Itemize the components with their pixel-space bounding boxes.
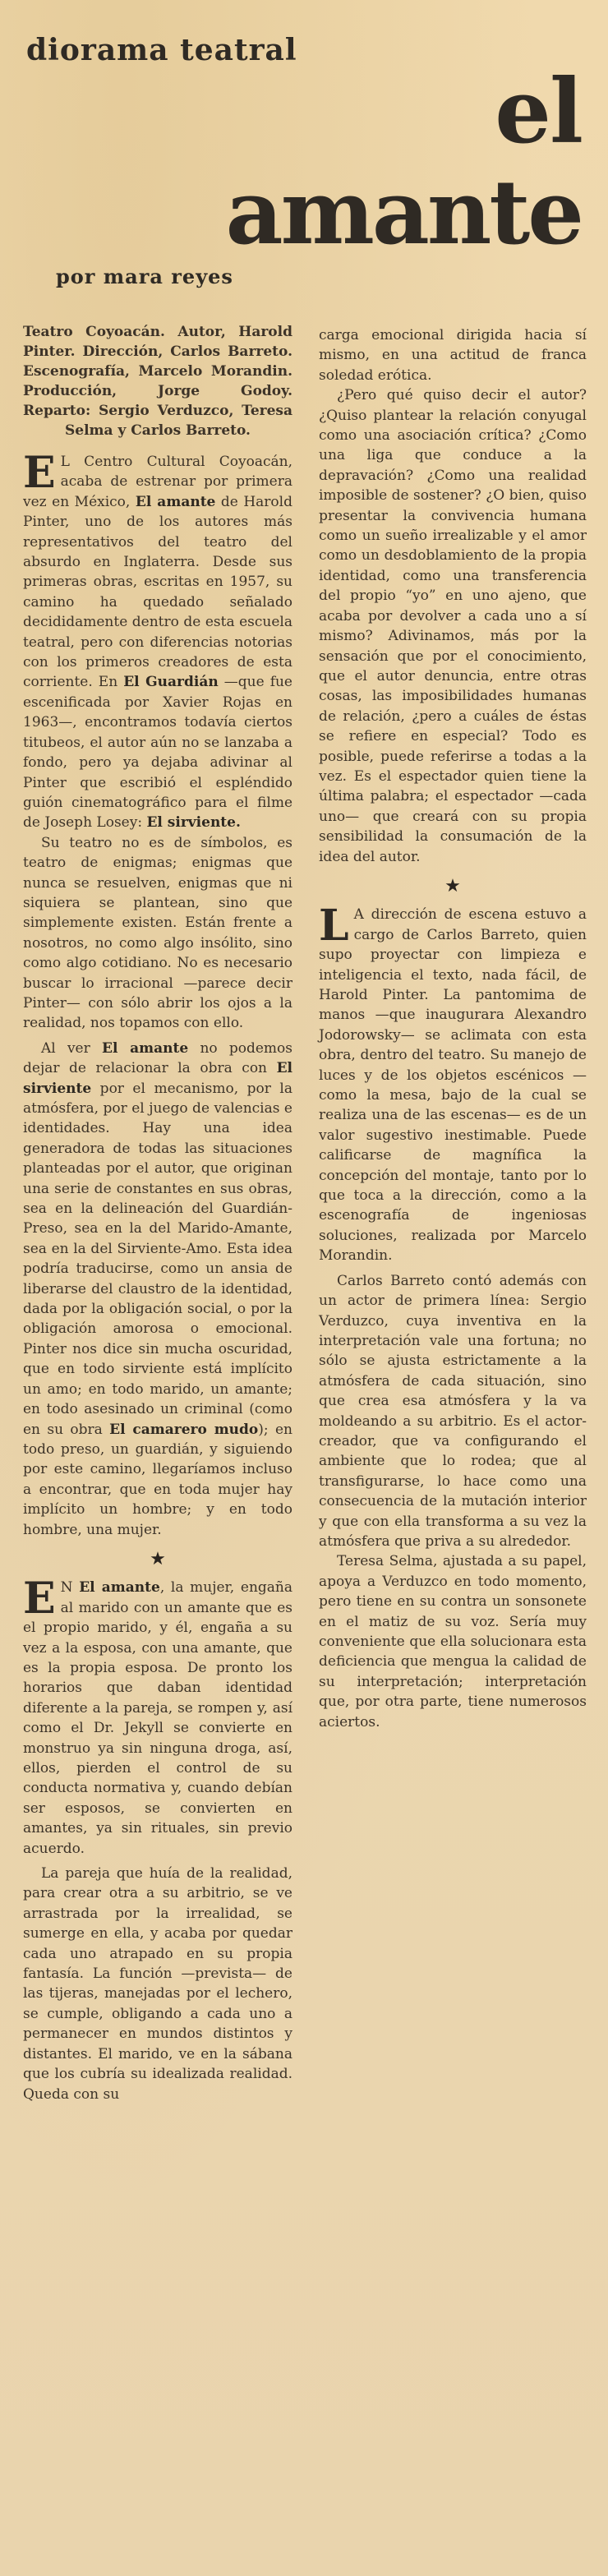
paragraph-plot [23, 1574, 292, 1859]
section-kicker: diorama teatral [26, 33, 297, 67]
play-title: El amante [135, 493, 216, 510]
paragraph-couple: La pareja que huía de la realidad, para crear otra a su arbitrio, se ve arrastrada por la irrealidad, se sumerge en ella, y acaba por quedar cada uno atrapado en su propia fantasía. La función —prevista— de las tijeras, manejadas por el lechero, se cumple, obligando a cada uno a permanecer en mundos distintos y distantes. El marido, ve en la sábana que los cubría su idealizada realidad. Queda con su [23, 1865, 292, 2103]
paragraph-relation [23, 1039, 292, 1540]
play-title: El camarero mudo [109, 1421, 259, 1438]
drop-cap: E [23, 448, 56, 498]
star-separator-icon: ★ [150, 1548, 166, 1569]
paragraph-text: L Centro Cultural Coyoacán, acaba de estrenar por primera vez en México, [23, 454, 292, 510]
play-title: El amante [101, 1039, 189, 1057]
paragraph-direction [319, 901, 587, 1265]
production-credits: Teatro Coyoacán. Autor, Harold Pinter. Dirección, Carlos Barreto. Escenografía, Marcelo Morandin. Producción, Jorge Godoy. Reparto: Sergio Verduzco, Teresa Selma y Carlos Barreto. [23, 324, 292, 439]
paragraph-text: , la mujer, engaña al marido con un amante que es el propio marido, y él, engaña a su vez a la esposa, con una amante, que es la propia esposa. De pronto los horarios que daban identidad diferente a la pareja, se rompen y, así como el Dr. Jekyll se convierte en monstruo ya sin ninguna droga, así, ellos, pierden el control de su conducta normativa y, cuando debían ser esposos, se convierten en amantes, ya sin rituales, sin previo acuerdo. [23, 1579, 292, 1857]
paragraph-text: no podemos dejar de relacionar la obra con [23, 1039, 292, 1077]
paragraph-text: Al ver [41, 1039, 102, 1057]
paragraph-intro [23, 448, 292, 833]
paragraph-selma: Teresa Selma, ajustada a su papel, apoya a Verduzco en todo momento, pero tiene en su contra un sonsonete en el matiz de su voz. Sería muy conveniente que ella solucionara esta deficiencia que mengua la calidad de su interpretación; interpretación que, por otra parte, tiene numerosos aciertos. [319, 1553, 587, 1730]
byline: por mara reyes [56, 265, 233, 288]
paragraph-continuation: carga emocional dirigida hacia sí mismo, en una actitud de franca soledad erótica. [319, 327, 587, 384]
drop-cap: E [23, 1574, 56, 1624]
paragraph-verduzco: Carlos Barreto contó además con un actor de primera línea: Sergio Verduzco, cuya inventiva en la interpretación vale una fortuna; no sólo se ajusta estrictamente a la atmósfera de cada situación, sino que crea esa atmósfera y la va moldeando a su arbitrio. Es el actor-creador, que va configurando el ambiente que lo rodea; que al transfigurarse, lo hace como una consecuencia de la mutación interior y que con ella transforma a su vez la atmósfera que priva a su alrededor. [319, 1272, 587, 1550]
paragraph-text: ); en todo preso, un guardián, y siguiendo por este camino, llegaríamos incluso a encontrar, que en toda mujer hay implícito un hombre; y en todo hombre, una mujer. [23, 1421, 292, 1538]
play-title: El Guardián [123, 674, 219, 691]
paragraph-text: A dirección de escena estuvo a cargo de Carlos Barreto, quien supo proyectar con limpieza e inteligencia el texto, nada fácil, de Harold Pinter. La pantomima de manos —que inaugurara Alexandro Jodorowsky— se aclimata con esta obra, dentro del teatro. Su manejo de luces y de los objetos escénicos —como la mesa, bajo de la cual se realiza una de las escenas— es de un valor sugestivo inestimable. Puede calificarse de magnífica la concepción del montaje, tanto por lo que toca a la dirección, como a la escenografía de ingeniosas soluciones, realizada por Marcelo Morandin. [319, 906, 587, 1265]
article-column-right [319, 325, 587, 1732]
article-column-left [23, 322, 292, 2104]
paragraph-text: —que fue escenificada por Xavier Rojas en 1963—, encontramos todavía ciertos titubeos, el autor aún no se lanzaba a fondo, pero ya dejaba adivinar al Pinter que escribió el espléndido guión cinematográfico para el filme de Joseph Losey: [23, 674, 292, 832]
paragraph-enigmas: Su teatro no es de símbolos, es teatro de enigmas; enigmas que nunca se resuelven, enigmas que ni siquiera se plantean, sino que simplemente existen. Están frente a nosotros, no como algo insólito, sino como algo cotidiano. No es necesario buscar lo irracional —parece decir Pinter— con sólo abrir los ojos a la realidad, nos topamos con ello. [23, 834, 292, 1032]
paragraph-questions: ¿Pero qué quiso decir el autor? ¿Quiso plantear la relación conyugal como una asociación crítica? ¿Como una liga que conduce a la depravación? ¿Como una realidad imposible de sostener? ¿O bien, quiso presentar la convivencia humana como un sueño irrealizable y el amor como un desdoblamiento de la propia identidad, como una transferencia del propio “yo” en uno ajeno, que acaba por devolver a cada uno a sí mismo? Adivinamos, más por la sensación que por el conocimiento, que el autor denuncia, entre otras cosas, las imposibilidades humanas de relación, ¿pero a cuáles de éstas se refiere en especial? Todo es posible, puede referirse a todas a la vez. Es el espectador quien tiene la última palabra; el espectador —cada uno— que creará con su propia sensibilidad la consumación de la idea del autor. [319, 387, 587, 865]
paragraph-text: por el mecanismo, por la atmósfera, por el juego de valencias e identidades. Hay una idea generadora de todas las situaciones planteadas por el autor, que originan una serie de constantes en sus obras, sea en la delineación del Guardián-Preso, sea en la del Marido-Amante, sea en la del Sirviente-Amo. Esta idea podría traducirse, como un ansia de liberarse del claustro de la identidad, dada por la obligación social, o por la obligación amorosa o emocional. Pinter nos dice sin mucha oscuridad, que en todo sirviente está implícito un amo; en todo marido, un amante; en todo asesinado un criminal (como en su obra [23, 1080, 292, 1438]
drop-cap: L [319, 901, 349, 952]
play-title: El amante [79, 1579, 160, 1597]
paragraph-text: de Harold Pinter, uno de los autores más representativos del teatro del absurdo en Inglaterra. Desde sus primeras obras, escritas en 1957, su camino ha quedado señalado decididamente dentro de esta escuela teatral, pero con diferencias notorias con los primeros creadores de esta corriente. En [23, 493, 292, 691]
headline-line-1: el [495, 60, 582, 164]
play-title: El sirviente [23, 1060, 292, 1097]
play-title: El sirviente. [146, 814, 241, 832]
paragraph-text: N [60, 1579, 80, 1597]
star-separator-icon: ★ [444, 875, 461, 896]
headline-line-2: amante [225, 161, 582, 265]
